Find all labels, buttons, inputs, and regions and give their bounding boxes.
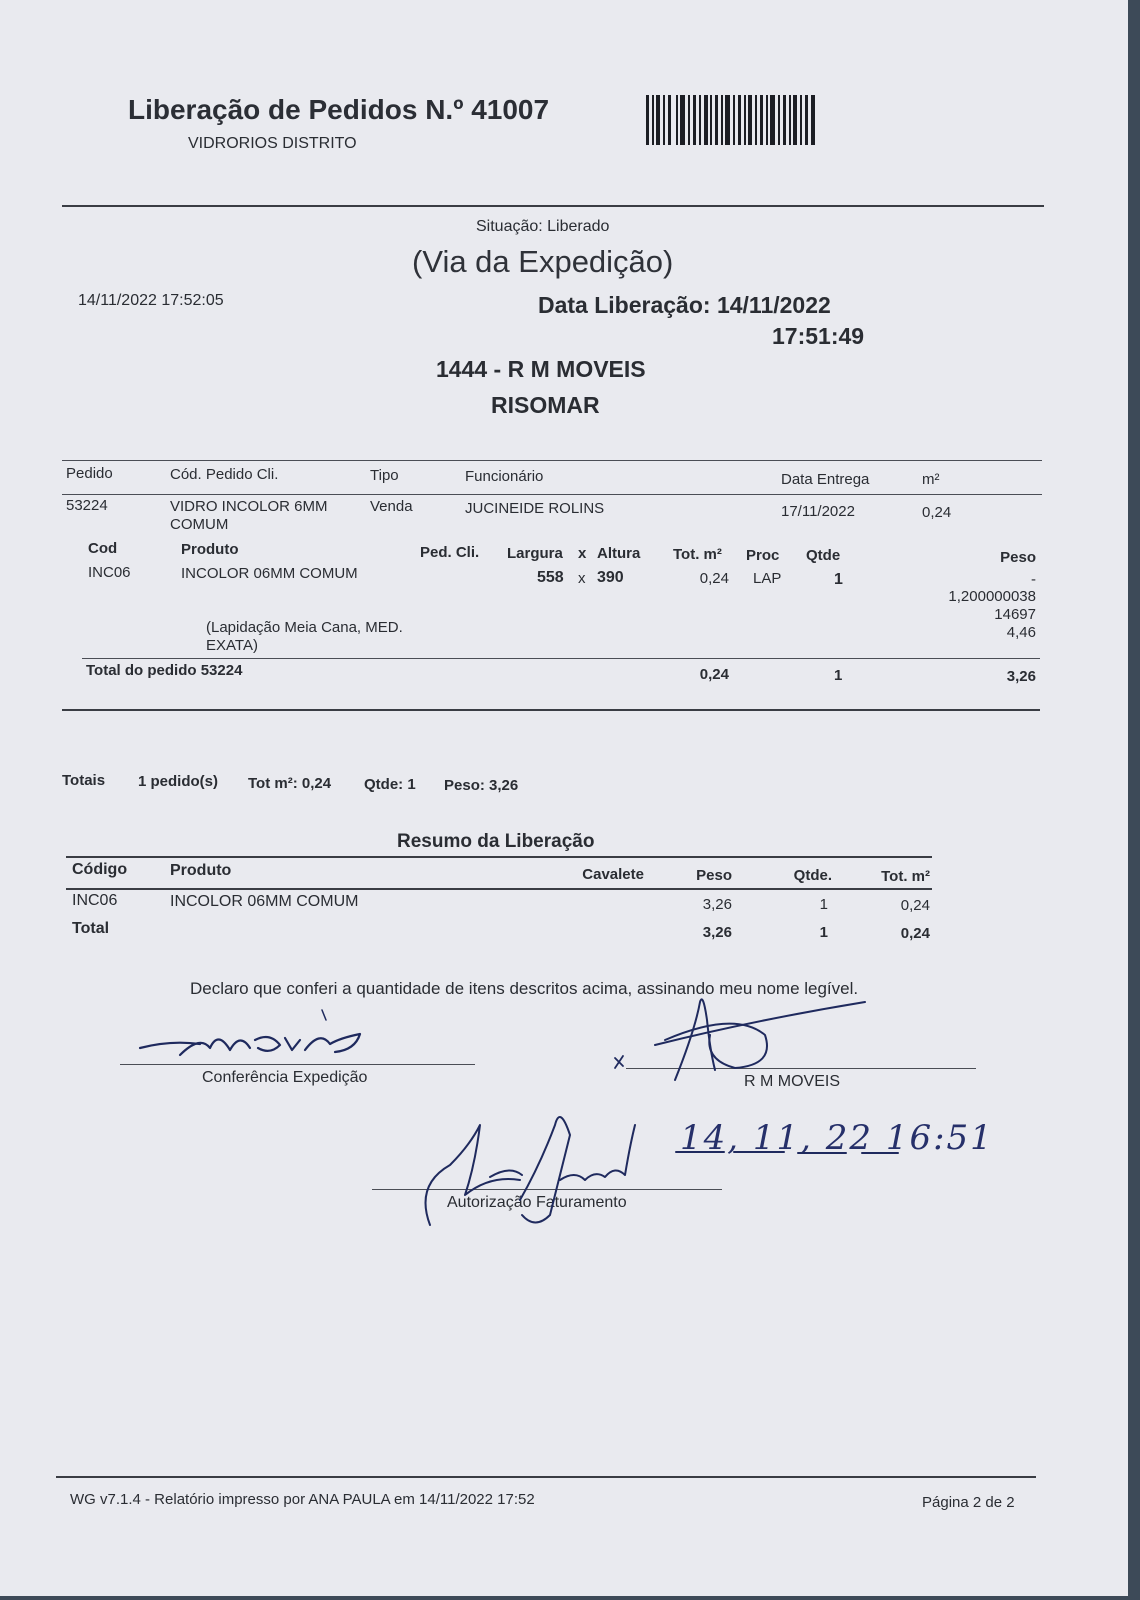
summary-total-qtde: 1 bbox=[819, 924, 828, 941]
item-header-peso: Peso bbox=[1000, 549, 1036, 566]
summary-total-tot-m2: 0,24 bbox=[900, 925, 930, 942]
order-table-top-rule bbox=[62, 460, 1042, 461]
totals-label: Totais bbox=[62, 772, 106, 789]
summary-header-cavalete: Cavalete bbox=[582, 866, 644, 883]
signature-cliente-ink bbox=[615, 990, 875, 1100]
item-proc: LAP bbox=[753, 570, 782, 587]
item-header-x: x bbox=[578, 545, 587, 562]
signature-autorizacao-ink bbox=[410, 1105, 650, 1235]
footer-page-number: Página 2 de 2 bbox=[922, 1494, 1015, 1511]
release-time: 17:51:49 bbox=[772, 323, 865, 349]
order-header-cod-pedido-cli: Cód. Pedido Cli. bbox=[170, 466, 279, 483]
signature-label-cliente: R M MOVEIS bbox=[744, 1073, 841, 1090]
signature-conferencia-ink bbox=[130, 1010, 370, 1070]
item-x: x bbox=[578, 570, 586, 587]
order-header-funcionario: Funcionário bbox=[465, 468, 544, 485]
document-title: Liberação de Pedidos N.º 41007 bbox=[128, 94, 550, 125]
handwritten-date: 14, 11, 22 16:51 bbox=[680, 1118, 994, 1158]
item-peso-line2: 14697 bbox=[994, 606, 1036, 623]
summary-total-peso: 3,26 bbox=[702, 924, 732, 941]
item-header-cod: Cod bbox=[88, 540, 118, 557]
item-peso-dash: - bbox=[1031, 571, 1036, 588]
summary-header-qtde: Qtde. bbox=[793, 867, 832, 884]
item-note-line2: EXATA) bbox=[206, 637, 258, 654]
summary-header-rule bbox=[66, 888, 932, 890]
client-contact: RISOMAR bbox=[491, 392, 600, 418]
summary-header-codigo: Código bbox=[72, 861, 128, 878]
release-date: Data Liberação: 14/11/2022 bbox=[538, 292, 831, 318]
footer-rule bbox=[56, 1476, 1036, 1478]
order-funcionario: JUCINEIDE ROLINS bbox=[465, 500, 605, 517]
status-label: Situação: Liberado bbox=[476, 218, 610, 235]
header-divider bbox=[62, 205, 1044, 207]
summary-qtde: 1 bbox=[819, 896, 828, 913]
item-header-ped-cli: Ped. Cli. bbox=[420, 544, 480, 561]
item-header-qtde: Qtde bbox=[806, 547, 841, 564]
item-header-proc: Proc bbox=[746, 547, 780, 564]
printed-timestamp: 14/11/2022 17:52:05 bbox=[78, 292, 224, 309]
footer-report-info: WG v7.1.4 - Relatório impresso por ANA PAULA em 14/11/2022 17:52 bbox=[70, 1491, 535, 1508]
signature-label-autorizacao: Autorização Faturamento bbox=[447, 1194, 627, 1211]
summary-codigo: INC06 bbox=[72, 892, 118, 909]
summary-produto: INCOLOR 06MM COMUM bbox=[170, 893, 359, 910]
item-header-largura: Largura bbox=[507, 545, 563, 562]
order-header-m2: m² bbox=[922, 471, 940, 488]
summary-header-produto: Produto bbox=[170, 862, 232, 879]
summary-tot-m2: 0,24 bbox=[900, 897, 930, 914]
summary-peso: 3,26 bbox=[702, 896, 732, 913]
item-largura: 558 bbox=[537, 569, 564, 586]
item-header-altura: Altura bbox=[597, 545, 641, 562]
order-tipo: Venda bbox=[370, 498, 413, 515]
item-produto: INCOLOR 06MM COMUM bbox=[181, 565, 358, 582]
item-peso-line1: 1,200000038 bbox=[948, 588, 1036, 605]
barcode-icon bbox=[646, 95, 818, 145]
signature-label-conferencia: Conferência Expedição bbox=[202, 1069, 368, 1086]
totals-peso: Peso: 3,26 bbox=[444, 777, 519, 794]
company-name: VIDRORIOS DISTRITO bbox=[188, 135, 357, 152]
item-total-rule bbox=[82, 658, 1040, 659]
order-cod-pedido-cli-line2: COMUM bbox=[170, 516, 229, 533]
order-header-data-entrega: Data Entrega bbox=[781, 471, 870, 488]
order-total-label: Total do pedido 53224 bbox=[86, 662, 243, 679]
order-header-tipo: Tipo bbox=[370, 467, 399, 484]
order-total-peso: 3,26 bbox=[1006, 668, 1036, 685]
order-data-entrega: 17/11/2022 bbox=[781, 503, 855, 520]
summary-title: Resumo da Liberação bbox=[397, 831, 595, 852]
item-header-produto: Produto bbox=[181, 541, 239, 558]
order-cod-pedido-cli-line1: VIDRO INCOLOR 6MM bbox=[170, 498, 328, 515]
order-m2: 0,24 bbox=[922, 504, 952, 521]
item-cod: INC06 bbox=[88, 564, 131, 581]
summary-total-label: Total bbox=[72, 920, 110, 937]
item-header-tot-m2: Tot. m² bbox=[673, 546, 722, 563]
client-name: 1444 - R M MOVEIS bbox=[436, 356, 646, 382]
order-header-rule bbox=[62, 494, 1042, 495]
item-altura: 390 bbox=[597, 569, 624, 586]
item-peso-line3: 4,46 bbox=[1006, 624, 1036, 641]
totals-tot-m2: Tot m²: 0,24 bbox=[248, 775, 332, 792]
summary-header-tot-m2: Tot. m² bbox=[881, 868, 930, 885]
order-header-pedido: Pedido bbox=[66, 465, 113, 482]
order-section-divider bbox=[62, 709, 1040, 711]
totals-qtde: Qtde: 1 bbox=[364, 776, 416, 793]
order-total-tot-m2: 0,24 bbox=[699, 666, 729, 683]
order-total-qtde: 1 bbox=[834, 667, 843, 684]
totals-pedidos: 1 pedido(s) bbox=[138, 773, 219, 790]
declaration-text-line: Declaro que conferi a quantidade de itens descritos acima, assinando meu nome legível. bbox=[190, 979, 859, 998]
order-pedido: 53224 bbox=[66, 497, 108, 514]
item-note-line1: (Lapidação Meia Cana, MED. bbox=[206, 619, 403, 636]
via-label: (Via da Expedição) bbox=[412, 244, 674, 279]
summary-top-rule bbox=[66, 856, 932, 858]
item-tot-m2: 0,24 bbox=[699, 570, 729, 587]
item-qtde: 1 bbox=[834, 571, 843, 588]
handwritten-date-underline bbox=[676, 1150, 976, 1156]
summary-header-peso: Peso bbox=[696, 867, 732, 884]
